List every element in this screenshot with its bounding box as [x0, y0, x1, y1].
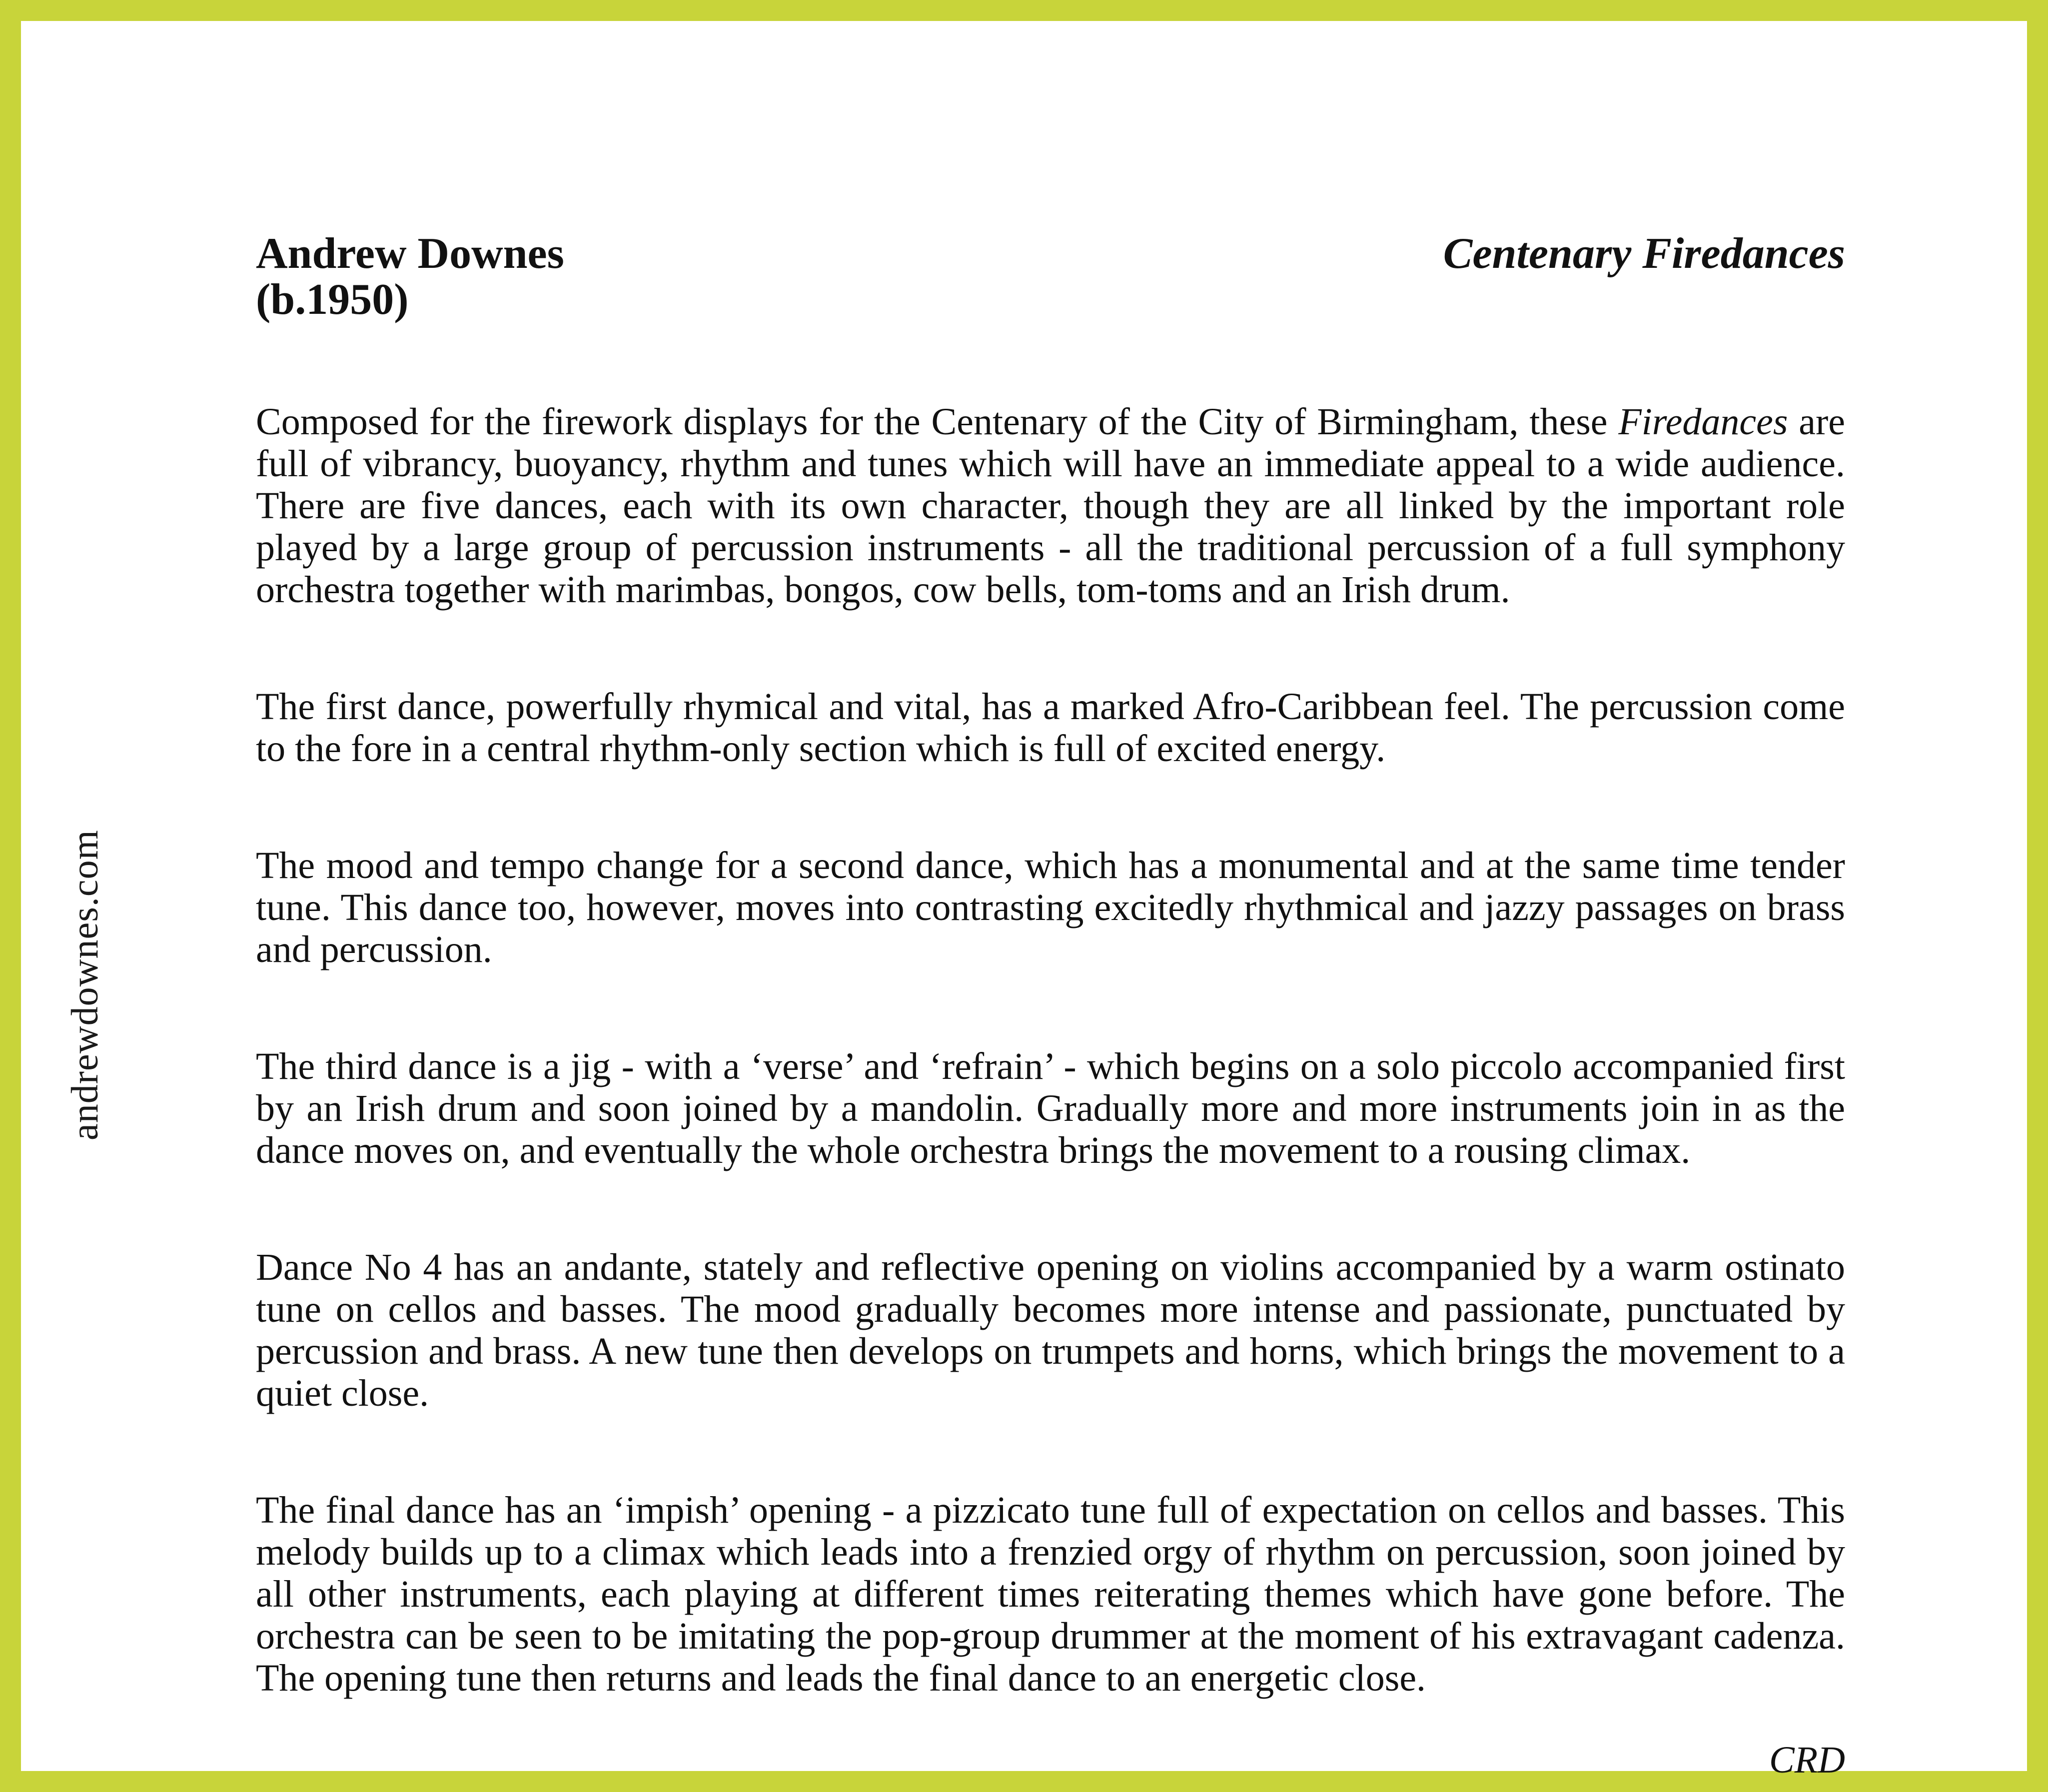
composer-block	[256, 231, 564, 323]
paragraph-dance-3: The third dance is a jig - with a ‘verse’ and ‘refrain’ - which begins on a solo piccolo accompanied first by an Irish drum and soon joined by a mandolin. Gradually more and more instruments join in as the dance moves on, and eventually the whole orchestra brings the movement to a rousing climax.	[256, 1045, 1845, 1171]
paragraph-dance-5: The final dance has an ‘impish’ opening - a pizzicato tune full of expectation on cellos and basses. This melody builds up to a climax which leads into a frenzied orgy of rhythm on percussion, soon joined by all other instruments, each playing at different times reiterating themes which have gone before. The orchestra can be seen to be imitating the pop-group drummer at the moment of his extravagant cadenza. The opening tune then returns and leads the final dance to an energetic close.	[256, 1489, 1845, 1699]
paragraph-intro	[256, 401, 1845, 611]
paragraph-intro-start: Composed for the firework displays for the Centenary of the City of Birmingham, these	[256, 401, 1608, 443]
page-header	[256, 231, 1845, 381]
paragraph-intro-italic: Firedances	[1618, 401, 1788, 443]
author-signature: CRD	[1769, 1739, 1845, 1781]
composer-dates: (b.1950)	[256, 275, 409, 324]
work-title: Centenary Firedances	[1443, 229, 1845, 278]
page-content	[256, 231, 1845, 1781]
paragraph-dance-2: The mood and tempo change for a second dance, which has a monumental and at the same time tender tune. This dance too, however, moves into contrasting excitedly rhythmical and jazzy passages on brass and percussion.	[256, 845, 1845, 970]
paragraph-dance-4: Dance No 4 has an andante, stately and reflective opening on violins accompanied by a warm ostinato tune on cellos and basses. The mood gradually becomes more intense and passionate, punctuated by percussion and brass. A new tune then develops on trumpets and horns, which brings the movement to a quiet close.	[256, 1246, 1845, 1414]
paragraph-dance-1: The first dance, powerfully rhymical and vital, has a marked Afro-Caribbean feel. The percussion come to the fore in a central rhythm-only section which is full of excited energy.	[256, 686, 1845, 770]
composer-name: Andrew Downes	[256, 229, 564, 278]
paragraph-intro-rest: are full of vibrancy, buoyancy, rhythm and tunes which will have an immediate appeal to a wide audience. There are five dances, each with its own character, though they are all linked by the important role played by a large group of percussion instruments - all the traditional percussion of a full symphony orchestra together with marimbas, bongos, cow bells, tom-toms and an Irish drum.	[256, 401, 1845, 611]
body-text	[256, 401, 1845, 1781]
website-url: andrewdownes.com	[64, 830, 106, 1140]
